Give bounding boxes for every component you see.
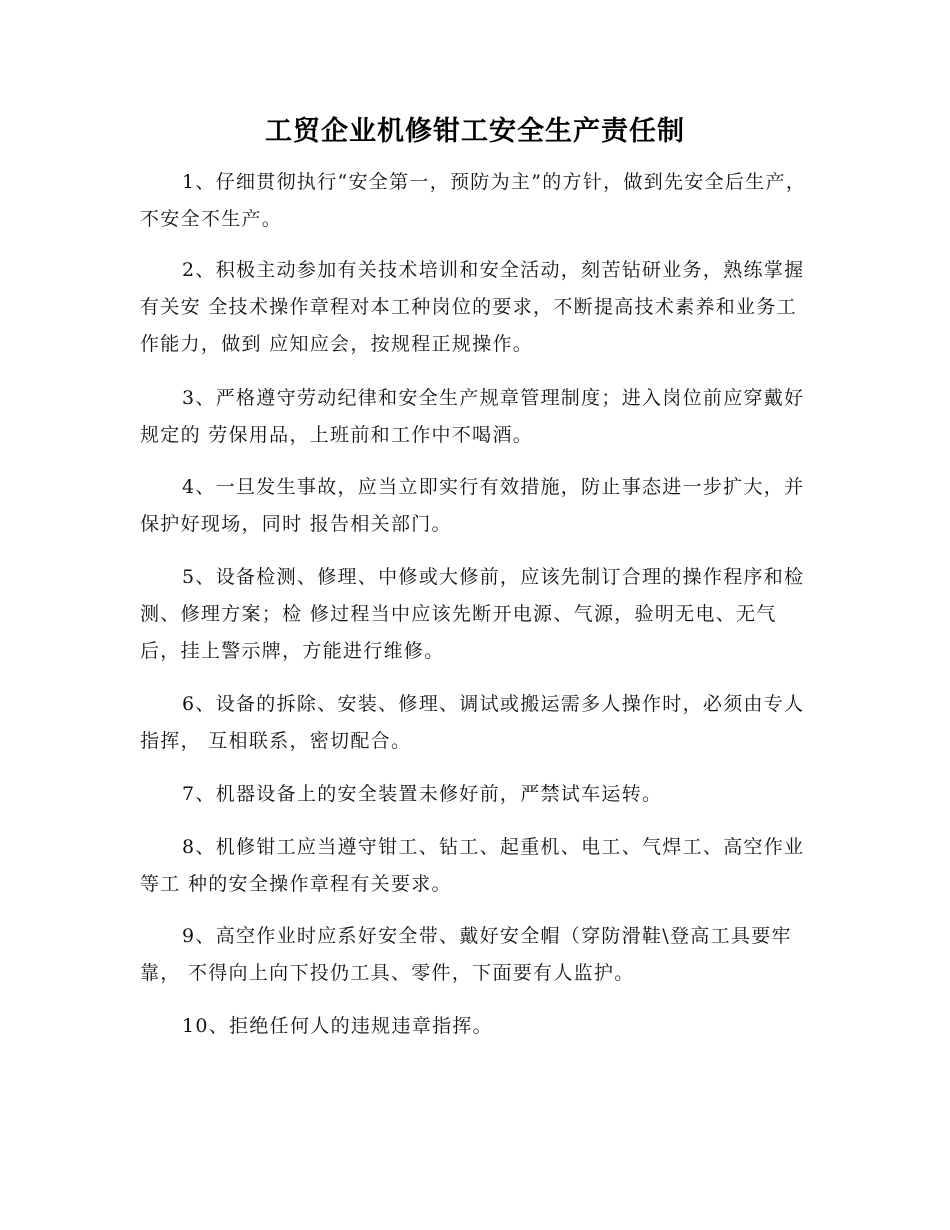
clause-3: 3、严格遵守劳动纪律和安全生产规章管理制度；进入岗位前应穿戴好规定的 劳保用品，上班前和工作中不喝酒。 [140,387,805,446]
clause-1: 1、仔细贯彻执行“安全第一，预防为主”的方针，做到先安全后生产， 不安全不生产。 [140,171,807,230]
clause-7: 7、机器设备上的安全装置未修好前，严禁试车运转。 [182,783,663,805]
clause-4: 4、一旦发生事故，应当立即实行有效措施，防止事态进一步扩大，并保护好现场，同时 报告相关部门。 [140,476,805,535]
clause-6: 6、设备的拆除、安装、修理、调试或搬运需多人操作时，必须由专人指挥， 互相联系，密切配合。 [140,693,805,752]
clause-9: 9、高空作业时应系好安全带、戴好安全帽（穿防滑鞋\登高工具要牢靠， 不得向上向下投仍工具、零件，下面要有人监护。 [140,925,792,984]
clause-5: 5、设备检测、修理、中修或大修前，应该先制订合理的操作程序和检测、修理方案；检 修过程当中应该先断开电源、气源，验明无电、无气后，挂上警示牌，方能进行维修。 [140,566,805,662]
clause-10: 10、拒绝任何人的违规违章指挥。 [182,1015,493,1037]
clause-8: 8、机修钳工应当遵守钳工、钻工、起重机、电工、气焊工、高空作业等工 种的安全操作章程有关要求。 [140,836,805,895]
clause-2: 2、积极主动参加有关技术培训和安全活动，刻苦钻研业务，熟练掌握有关安 全技术操作章程对本工种岗位的要求，不断提高技术素养和业务工作能力，做到 应知应会，按规程正规操作。 [140,259,805,355]
document-title: 工贸企业机修钳工安全生产责任制 [265,116,685,147]
